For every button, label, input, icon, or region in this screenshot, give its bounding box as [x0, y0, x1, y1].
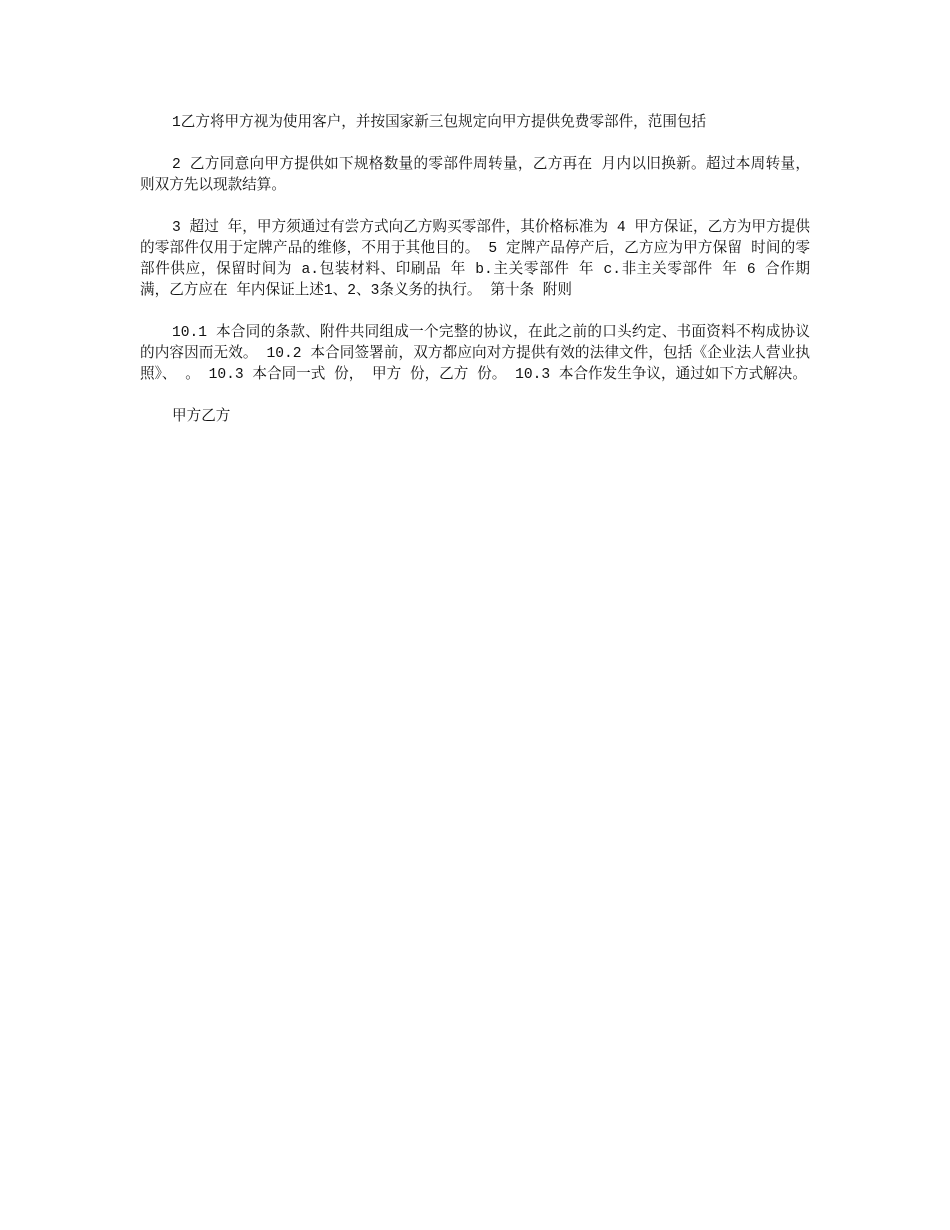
paragraph-3: 3 超过 年，甲方须通过有尝方式向乙方购买零部件，其价格标准为 4 甲方保证，乙方为甲方提供的零部件仅用于定牌产品的维修，不用于其他目的。 5 定牌产品停产后，乙方应为甲方保留 时间的零部件供应，保留时间为 a.包装材料、印刷品 年 b.主关零部件 年 c.非主关零部件 年 6 合作期满，乙方应在 年内保证上述1、2、3条义务的执行。 第十条 附则	[140, 220, 810, 299]
signature-line: 甲方乙方	[172, 409, 231, 425]
document-page	[140, 113, 810, 428]
paragraph-2: 2 乙方同意向甲方提供如下规格数量的零部件周转量，乙方再在 月内以旧换新。超过本周转量，则双方先以现款结算。	[140, 157, 810, 194]
paragraph-4: 10.1 本合同的条款、附件共同组成一个完整的协议，在此之前的口头约定、书面资料不构成协议的内容因而无效。 10.2 本合同签署前，双方都应向对方提供有效的法律文件，包括《企业法人营业执照》、 。 10.3 本合同一式 份， 甲方 份，乙方 份。 10.3 本合作发生争议，通过如下方式解决。	[140, 325, 810, 383]
paragraph-1: 1乙方将甲方视为使用客户，并按国家新三包规定向甲方提供免费零部件，范围包括	[172, 115, 707, 131]
